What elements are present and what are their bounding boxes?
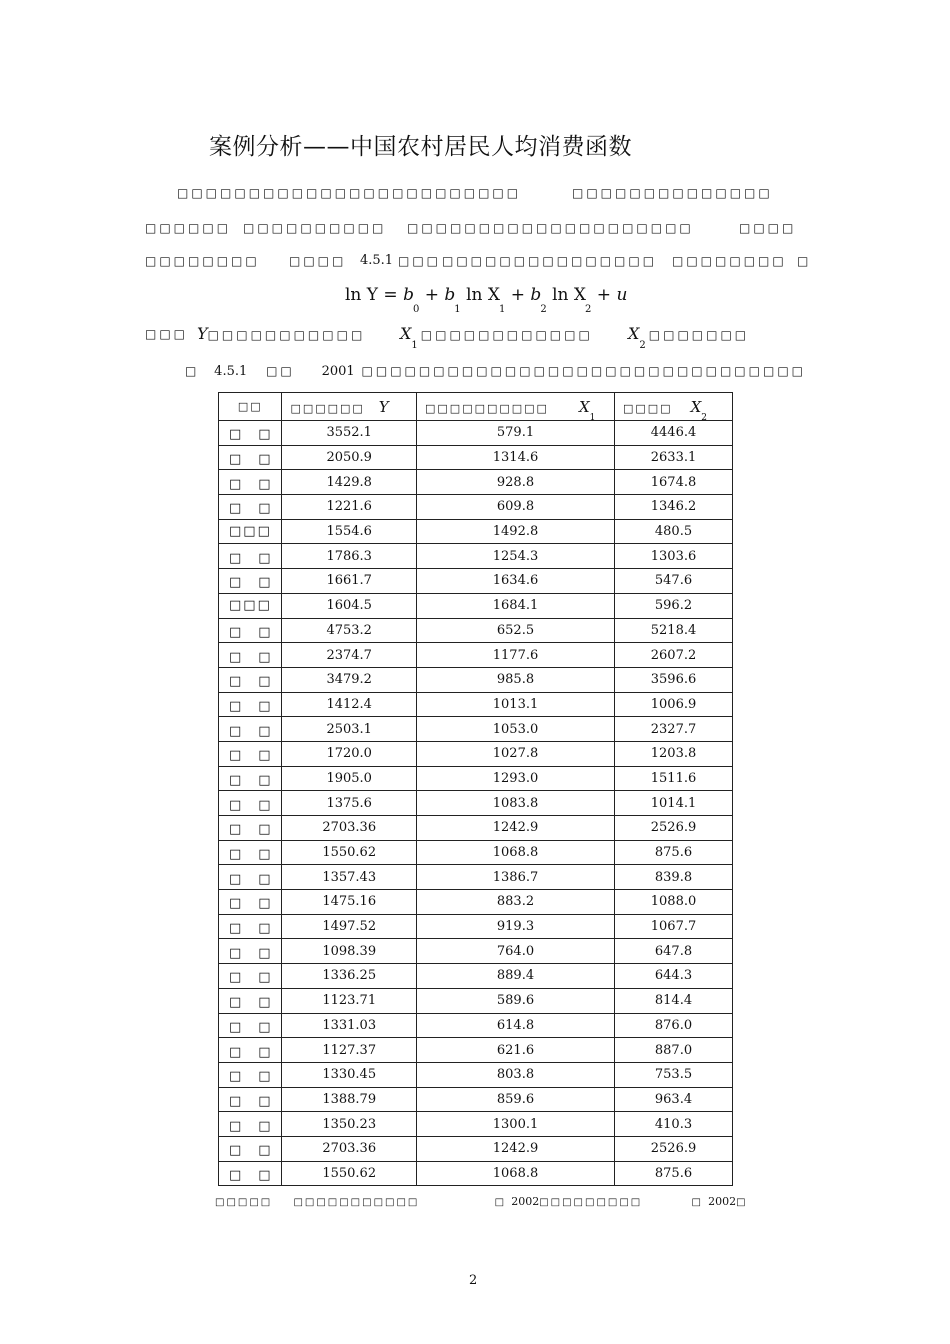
table-row bbox=[219, 1013, 733, 1038]
consumption-cell: 1412.4 bbox=[282, 692, 417, 717]
other-income-cell: 5218.4 bbox=[615, 618, 733, 643]
var-y: Y bbox=[197, 324, 208, 343]
text-segment: □□□□□□□□□□□ bbox=[293, 1197, 420, 1208]
other-income-cell: 875.6 bbox=[615, 1161, 733, 1186]
region-cell: □ □ bbox=[219, 544, 282, 569]
table-row bbox=[219, 741, 733, 766]
text-segment: □□□□□□□□□□□□□□□□□□□□ bbox=[407, 221, 694, 235]
other-income-cell: 2633.1 bbox=[615, 445, 733, 470]
table-row bbox=[219, 1112, 733, 1137]
other-income-cell: 876.0 bbox=[615, 1013, 733, 1038]
text-segment: □ bbox=[797, 254, 812, 268]
other-income-cell: 3596.6 bbox=[615, 667, 733, 692]
text-segment: □□□□□□□□ bbox=[672, 254, 787, 268]
other-income-cell: 1511.6 bbox=[615, 766, 733, 791]
text-segment: □ bbox=[494, 1197, 507, 1208]
wage-income-cell: 614.8 bbox=[417, 1013, 615, 1038]
wage-income-cell: 1492.8 bbox=[417, 519, 615, 544]
region-cell: □ □ bbox=[219, 618, 282, 643]
wage-income-cell: 1314.6 bbox=[417, 445, 615, 470]
table-row bbox=[219, 495, 733, 520]
footer-year: 2002 bbox=[511, 1195, 540, 1208]
wage-income-cell: 589.6 bbox=[417, 988, 615, 1013]
region-cell: □ □ bbox=[219, 1161, 282, 1186]
region-cell: □ □ bbox=[219, 865, 282, 890]
text-segment: □□□□ bbox=[289, 254, 347, 268]
table-row bbox=[219, 643, 733, 668]
table-row bbox=[219, 421, 733, 446]
text-segment: □□□□□□ bbox=[145, 221, 232, 235]
text-segment: □□ bbox=[266, 364, 295, 378]
region-cell: □ □ bbox=[219, 939, 282, 964]
other-income-cell: 410.3 bbox=[615, 1112, 733, 1137]
consumption-cell: 3552.1 bbox=[282, 421, 417, 446]
table-row bbox=[219, 939, 733, 964]
paragraph-line-3g bbox=[797, 254, 811, 268]
table-row bbox=[219, 865, 733, 890]
consumption-cell: 1357.43 bbox=[282, 865, 417, 890]
formula-b1-sub: 1 bbox=[454, 304, 461, 315]
table-row bbox=[219, 964, 733, 989]
formula-lhs: ln Y bbox=[345, 285, 379, 305]
wage-income-cell: 1242.9 bbox=[417, 816, 615, 841]
consumption-cell: 1554.6 bbox=[282, 519, 417, 544]
text-segment: □□□□□□□□□□□ bbox=[207, 328, 366, 342]
table-row bbox=[219, 1136, 733, 1161]
region-cell: □□□ bbox=[219, 593, 282, 618]
var-x2: X bbox=[628, 324, 640, 343]
text-segment: □ bbox=[691, 1197, 703, 1208]
var-x1-sub: 1 bbox=[411, 340, 421, 351]
table-row bbox=[219, 717, 733, 742]
table-row bbox=[219, 569, 733, 594]
wage-income-cell: 1242.9 bbox=[417, 1136, 615, 1161]
text-segment: □□□□□□□□□□ bbox=[243, 221, 387, 235]
table-row bbox=[219, 470, 733, 495]
table-row bbox=[219, 1087, 733, 1112]
wage-income-cell: 1068.8 bbox=[417, 840, 615, 865]
region-cell: □ □ bbox=[219, 914, 282, 939]
region-cell: □ □ bbox=[219, 791, 282, 816]
text-segment: □□□□□□□□ bbox=[145, 254, 260, 268]
wage-income-cell: 579.1 bbox=[417, 421, 615, 446]
formula-b2-sub: 2 bbox=[540, 304, 547, 315]
header-wage-income bbox=[417, 393, 615, 421]
page-title: 案例分析——中国农村居民人均消费函数 bbox=[209, 134, 632, 160]
region-cell: □□□ bbox=[219, 519, 282, 544]
formula-equals: = bbox=[383, 285, 398, 305]
region-cell: □ □ bbox=[219, 890, 282, 915]
header-other-income bbox=[615, 393, 733, 421]
table-row bbox=[219, 1062, 733, 1087]
wage-income-cell: 889.4 bbox=[417, 964, 615, 989]
other-income-cell: 963.4 bbox=[615, 1087, 733, 1112]
consumption-cell: 2703.36 bbox=[282, 1136, 417, 1161]
consumption-cell: 1388.79 bbox=[282, 1087, 417, 1112]
wage-income-cell: 609.8 bbox=[417, 495, 615, 520]
other-income-cell: 887.0 bbox=[615, 1038, 733, 1063]
table-row bbox=[219, 445, 733, 470]
other-income-cell: 1014.1 bbox=[615, 791, 733, 816]
region-cell: □ □ bbox=[219, 495, 282, 520]
wage-income-cell: 1053.0 bbox=[417, 717, 615, 742]
text-segment: □□□□□□□□□□□□ bbox=[420, 328, 593, 342]
text-segment: □□□□□ bbox=[215, 1197, 273, 1208]
text-segment: □□□□□□□□□□□□□□ bbox=[572, 186, 773, 200]
other-income-cell: 2526.9 bbox=[615, 1136, 733, 1161]
region-cell: □ □ bbox=[219, 840, 282, 865]
other-income-cell: 1346.2 bbox=[615, 495, 733, 520]
paragraph-line-2b bbox=[243, 221, 386, 235]
wage-income-cell: 652.5 bbox=[417, 618, 615, 643]
consumption-cell: 1550.62 bbox=[282, 840, 417, 865]
other-income-cell: 647.8 bbox=[615, 939, 733, 964]
table-ref-number bbox=[360, 253, 393, 268]
table-row bbox=[219, 840, 733, 865]
table-row bbox=[219, 519, 733, 544]
other-income-cell: 480.5 bbox=[615, 519, 733, 544]
region-cell: □ □ bbox=[219, 1038, 282, 1063]
consumption-cell: 1336.25 bbox=[282, 964, 417, 989]
region-cell: □ □ bbox=[219, 643, 282, 668]
paragraph-line-2d bbox=[739, 221, 796, 235]
table-row bbox=[219, 914, 733, 939]
var-x1: X bbox=[400, 324, 412, 343]
formula-x1-sub: 1 bbox=[498, 304, 506, 315]
consumption-cell: 1429.8 bbox=[282, 470, 417, 495]
other-income-cell: 4446.4 bbox=[615, 421, 733, 446]
table-row bbox=[219, 692, 733, 717]
header-var: Y bbox=[378, 397, 389, 416]
paragraph-line-3a bbox=[145, 254, 260, 268]
var-x2-sub: 2 bbox=[639, 340, 649, 351]
footer-year: 2002 bbox=[708, 1195, 737, 1208]
region-cell: □ □ bbox=[219, 988, 282, 1013]
table-row bbox=[219, 544, 733, 569]
region-cell: □ □ bbox=[219, 445, 282, 470]
paragraph-line-3b bbox=[289, 254, 346, 268]
wage-income-cell: 621.6 bbox=[417, 1038, 615, 1063]
wage-income-cell: 1027.8 bbox=[417, 741, 615, 766]
table-row bbox=[219, 816, 733, 841]
consumption-cell: 1786.3 bbox=[282, 544, 417, 569]
table-header-row bbox=[219, 393, 733, 421]
consumption-cell: 1550.62 bbox=[282, 1161, 417, 1186]
consumption-cell: 3479.2 bbox=[282, 667, 417, 692]
header-text: □□□□□□ bbox=[290, 401, 365, 415]
paragraph-line-2a bbox=[145, 221, 231, 235]
wage-income-cell: 919.3 bbox=[417, 914, 615, 939]
table-row bbox=[219, 1038, 733, 1063]
wage-income-cell: 1684.1 bbox=[417, 593, 615, 618]
consumption-data-table bbox=[218, 392, 733, 1186]
paragraph-line-3d bbox=[398, 254, 441, 268]
consumption-cell: 2703.36 bbox=[282, 816, 417, 841]
region-cell: □ □ bbox=[219, 964, 282, 989]
table-row bbox=[219, 593, 733, 618]
table-row bbox=[219, 667, 733, 692]
paragraph-line-1 bbox=[177, 186, 521, 200]
wage-income-cell: 1254.3 bbox=[417, 544, 615, 569]
header-region: □□ bbox=[219, 393, 282, 421]
consumption-cell: 1604.5 bbox=[282, 593, 417, 618]
header-consumption bbox=[282, 393, 417, 421]
header-var: X bbox=[690, 397, 702, 416]
table-row bbox=[219, 766, 733, 791]
wage-income-cell: 1177.6 bbox=[417, 643, 615, 668]
table-row bbox=[219, 618, 733, 643]
variables-line-x1 bbox=[400, 324, 593, 351]
wage-income-cell: 803.8 bbox=[417, 1062, 615, 1087]
table-row bbox=[219, 1161, 733, 1186]
consumption-cell: 1497.52 bbox=[282, 914, 417, 939]
wage-income-cell: 1013.1 bbox=[417, 692, 615, 717]
wage-income-cell: 1634.6 bbox=[417, 569, 615, 594]
region-cell: □ □ bbox=[219, 816, 282, 841]
text-segment: 4.5.1 bbox=[360, 253, 394, 268]
variables-line-y bbox=[197, 324, 365, 343]
text-segment: □□□ bbox=[145, 327, 189, 341]
other-income-cell: 1674.8 bbox=[615, 470, 733, 495]
other-income-cell: 2607.2 bbox=[615, 643, 733, 668]
header-var: X bbox=[578, 397, 590, 416]
consumption-cell: 2503.1 bbox=[282, 717, 417, 742]
consumption-cell: 1331.03 bbox=[282, 1013, 417, 1038]
text-segment: □□□□ bbox=[739, 221, 797, 235]
other-income-cell: 2327.7 bbox=[615, 717, 733, 742]
consumption-cell: 1127.37 bbox=[282, 1038, 417, 1063]
wage-income-cell: 1300.1 bbox=[417, 1112, 615, 1137]
table-row bbox=[219, 890, 733, 915]
formula-b1: b bbox=[444, 285, 456, 305]
wage-income-cell: 859.6 bbox=[417, 1087, 615, 1112]
paragraph-line-3e bbox=[442, 254, 657, 268]
region-cell: □ □ bbox=[219, 470, 282, 495]
consumption-cell: 1350.23 bbox=[282, 1112, 417, 1137]
region-cell: □ □ bbox=[219, 766, 282, 791]
consumption-cell: 1123.71 bbox=[282, 988, 417, 1013]
formula-ln-x1: ln X bbox=[466, 285, 500, 305]
source-note bbox=[215, 1195, 748, 1208]
consumption-cell: 1661.7 bbox=[282, 569, 417, 594]
region-cell: □ □ bbox=[219, 717, 282, 742]
other-income-cell: 839.8 bbox=[615, 865, 733, 890]
text-segment: □□□□□□□ bbox=[648, 328, 750, 342]
other-income-cell: 2526.9 bbox=[615, 816, 733, 841]
other-income-cell: 1088.0 bbox=[615, 890, 733, 915]
formula-x2-sub: 2 bbox=[585, 304, 592, 315]
consumption-cell: 1221.6 bbox=[282, 495, 417, 520]
caption-year: 2001 bbox=[321, 364, 355, 379]
region-cell: □ □ bbox=[219, 667, 282, 692]
table-row bbox=[219, 791, 733, 816]
consumption-cell: 1905.0 bbox=[282, 766, 417, 791]
wage-income-cell: 1293.0 bbox=[417, 766, 615, 791]
paragraph-line-1b bbox=[572, 186, 773, 200]
wage-income-cell: 764.0 bbox=[417, 939, 615, 964]
consumption-cell: 2374.7 bbox=[282, 643, 417, 668]
variables-line-prefix bbox=[145, 327, 188, 341]
text-segment: □□□□□□□□□□□□□□□□□□□□□□□□□□□□□□□ bbox=[361, 364, 806, 378]
consumption-cell: 2050.9 bbox=[282, 445, 417, 470]
wage-income-cell: 1083.8 bbox=[417, 791, 615, 816]
formula-u: u bbox=[616, 285, 628, 305]
table-caption bbox=[185, 364, 806, 379]
other-income-cell: 1067.7 bbox=[615, 914, 733, 939]
variables-line-x2 bbox=[628, 324, 750, 351]
wage-income-cell: 928.8 bbox=[417, 470, 615, 495]
other-income-cell: 814.4 bbox=[615, 988, 733, 1013]
other-income-cell: 547.6 bbox=[615, 569, 733, 594]
header-var-sub: 2 bbox=[701, 412, 707, 423]
paragraph-line-3f bbox=[672, 254, 787, 268]
regression-formula: $\ln Y = b_0 + b_1$ $\ln X_1 + b_2$ $\ln X_2 + u$ bbox=[345, 285, 628, 315]
consumption-cell: 1720.0 bbox=[282, 741, 417, 766]
table-row bbox=[219, 988, 733, 1013]
header-var-sub: 1 bbox=[589, 412, 596, 423]
caption-table-number: 4.5.1 bbox=[214, 364, 248, 379]
region-cell: □ □ bbox=[219, 569, 282, 594]
other-income-cell: 644.3 bbox=[615, 964, 733, 989]
region-cell: □ □ bbox=[219, 692, 282, 717]
region-cell: □ □ bbox=[219, 1062, 282, 1087]
formula-b0: b bbox=[403, 285, 414, 305]
text-segment: □□□□□□□□□ bbox=[539, 1197, 643, 1208]
other-income-cell: 1303.6 bbox=[615, 544, 733, 569]
text-segment: □ bbox=[736, 1197, 748, 1208]
consumption-cell: 4753.2 bbox=[282, 618, 417, 643]
other-income-cell: 1006.9 bbox=[615, 692, 733, 717]
header-text: □□□□□□□□□□ bbox=[425, 401, 549, 415]
header-text: □□□□ bbox=[623, 401, 673, 415]
paragraph-line-2c bbox=[407, 221, 694, 235]
region-cell: □ □ bbox=[219, 1013, 282, 1038]
wage-income-cell: 1068.8 bbox=[417, 1161, 615, 1186]
formula-b2: b bbox=[530, 285, 542, 305]
region-cell: □ □ bbox=[219, 1112, 282, 1137]
region-cell: □ □ bbox=[219, 741, 282, 766]
other-income-cell: 753.5 bbox=[615, 1062, 733, 1087]
formula-b0-sub: 0 bbox=[412, 304, 420, 315]
other-income-cell: 596.2 bbox=[615, 593, 733, 618]
consumption-cell: 1098.39 bbox=[282, 939, 417, 964]
text-segment: □□□ bbox=[398, 254, 442, 268]
page-number: 2 bbox=[469, 1273, 478, 1288]
text-segment: □□□□□□□□□□□□□□□□□□□□□□□□ bbox=[177, 186, 522, 200]
wage-income-cell: 883.2 bbox=[417, 890, 615, 915]
region-cell: □ □ bbox=[219, 1087, 282, 1112]
text-segment: □ bbox=[185, 364, 200, 378]
region-cell: □ □ bbox=[219, 1136, 282, 1161]
formula-ln-x2: ln X bbox=[552, 285, 586, 305]
wage-income-cell: 1386.7 bbox=[417, 865, 615, 890]
region-cell: □ □ bbox=[219, 421, 282, 446]
consumption-cell: 1375.6 bbox=[282, 791, 417, 816]
other-income-cell: 1203.8 bbox=[615, 741, 733, 766]
wage-income-cell: 985.8 bbox=[417, 667, 615, 692]
text-segment: □□□□□□□□□□□□□□□ bbox=[442, 254, 658, 268]
consumption-cell: 1330.45 bbox=[282, 1062, 417, 1087]
consumption-cell: 1475.16 bbox=[282, 890, 417, 915]
other-income-cell: 875.6 bbox=[615, 840, 733, 865]
